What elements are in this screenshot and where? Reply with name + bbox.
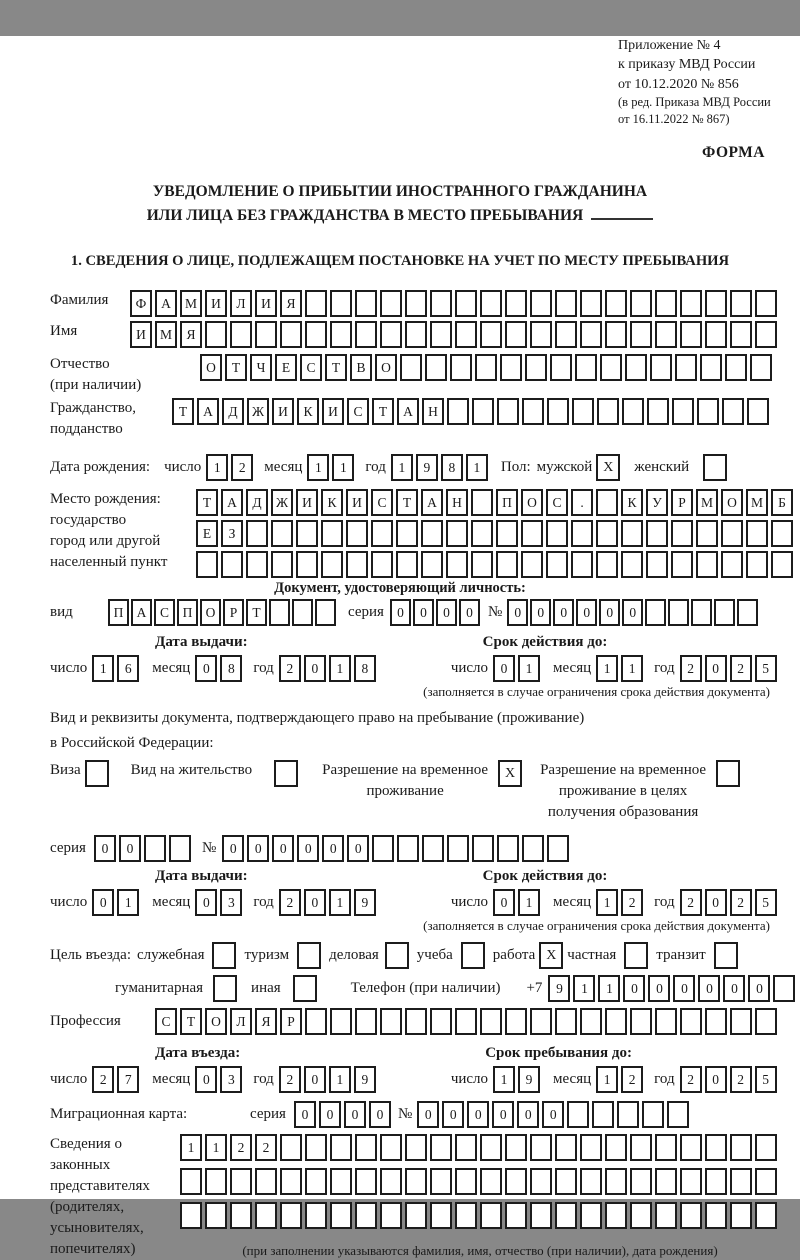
edition-date-line: от 16.11.2022 № 867) [618,111,730,126]
birth-place-cells-row1[interactable]: Т А Д Ж И К И С Т А Н П О С . К У Р М О М Б [196,489,796,516]
month-label: месяц [152,1070,191,1087]
residence-doc-heading1: Вид и реквизиты документа, подтверждающего право на пребывание (проживание) [50,709,585,726]
notification-form-page [0,36,800,1258]
entry-date-headings [50,1043,796,1064]
purpose-work-checkbox[interactable]: X [539,942,563,969]
name-cells[interactable]: И М Я [130,321,780,348]
legal-representatives-block [50,1134,796,1260]
visa-option [50,760,109,787]
year-label: год [253,1070,274,1087]
title-line2: ИЛИ ЛИЦА БЕЗ ГРАЖДАНСТВА В МЕСТО ПРЕБЫВАНИЯ [0,204,800,228]
month-label: месяц [264,458,303,475]
order-line: к приказу МВД России [618,57,756,73]
residence-issue-day-cells[interactable]: 0 1 [92,889,142,916]
day-label: число [164,458,202,475]
year-label: год [253,659,274,676]
edition-line: (в ред. Приказа МВД России [618,94,771,109]
doc-issue-day-cells[interactable]: 1 6 [92,655,142,682]
entry-date-heading: Дата въезда: [155,1044,241,1061]
migration-card-row [50,1101,796,1128]
doc-type-label: вид [50,603,73,620]
patronymic-row [50,354,796,396]
residence-doc-series-row [50,835,796,862]
purpose-official-checkbox[interactable] [212,942,236,969]
valid-until-heading: Срок действия до: [482,633,608,650]
entry-month-cells[interactable]: 0 3 [195,1066,245,1093]
year-label: год [654,1070,675,1087]
sex-label: Пол: [500,458,531,475]
temp-residence-edu-label: Разрешение на временное проживание в целях получения образования [540,761,707,820]
residence-valid-year-cells[interactable]: 2 0 2 5 [680,889,780,916]
legal-cells-row2[interactable] [180,1168,780,1195]
residence-doc-note: (заполняется в случае ограничения срока действия документа) [423,917,770,933]
surname-label: Фамилия [50,291,109,308]
migration-number-cells[interactable]: 0 0 0 0 0 0 [417,1101,692,1128]
phone-prefix: +7 [526,979,543,996]
doc-issue-month-cells[interactable]: 0 8 [195,655,245,682]
legal-representatives-label: Сведения о законных представителях (родителях, усыновителях, попечителях) [50,1135,150,1257]
month-label: месяц [553,659,592,676]
birth-year-cells[interactable]: 1 9 8 1 [391,454,491,481]
name-row [50,321,796,348]
phone-label: Телефон (при наличии) [350,979,501,996]
month-label: месяц [152,893,191,910]
citizenship-label: Гражданство, подданство [50,399,137,437]
visit-purpose-row2 [50,975,796,1002]
legal-cells-row3[interactable] [180,1202,780,1229]
page-title [0,180,800,228]
residence-doc-dates-headings [50,866,796,887]
legal-cells-block [180,1134,780,1259]
visa-checkbox[interactable] [85,760,109,787]
doc-issue-year-cells[interactable]: 2 0 1 8 [279,655,379,682]
temp-residence-edu-option [540,760,740,823]
migration-number-label: № [397,1105,413,1122]
purpose-humanitarian-checkbox[interactable] [213,975,237,1002]
issue-date-heading: Дата выдачи: [155,633,248,650]
residence-permit-checkbox[interactable] [274,760,298,787]
purpose-other-checkbox[interactable] [293,975,317,1002]
residence-number-cells[interactable]: 0 0 0 0 0 0 [222,835,572,862]
birth-date-row [50,454,796,481]
purpose-tourism-checkbox[interactable] [297,942,321,969]
order-date-line: от 10.12.2020 № 856 [618,76,739,92]
title-blank-underline [591,218,653,220]
purpose-transit-label: транзит [656,946,706,963]
stay-year-cells[interactable]: 2 0 2 5 [680,1066,780,1093]
temp-residence-option [322,760,522,802]
issue-date-heading: Дата выдачи: [155,867,248,884]
temp-residence-checkbox[interactable]: X [498,760,522,787]
residence-permit-label: Вид на жительство [130,761,253,778]
month-label: месяц [553,893,592,910]
identity-doc-dates-row [50,655,796,682]
residence-series-label: серия [50,839,86,856]
birth-place-cells-row3[interactable] [196,551,796,578]
day-label: число [50,1070,88,1087]
stay-until-heading: Срок пребывания до: [485,1044,632,1061]
citizenship-cells[interactable]: Т А Д Ж И К И С Т А Н [172,398,772,425]
purpose-private-checkbox[interactable] [624,942,648,969]
doc-valid-year-cells[interactable]: 2 0 2 5 [680,655,780,682]
visa-label: Виза [50,761,81,778]
surname-row [50,290,796,317]
month-label: месяц [553,1070,592,1087]
sex-female-label: женский [634,458,690,475]
stay-month-cells[interactable]: 1 2 [596,1066,646,1093]
sex-female-checkbox[interactable] [703,454,727,481]
residence-doc-dates-row [50,889,796,916]
birth-month-cells[interactable]: 1 1 [307,454,357,481]
patronymic-label: Отчество (при наличии) [50,355,142,393]
migration-card-label: Миграционная карта: [50,1105,188,1122]
purpose-study-checkbox[interactable] [461,942,485,969]
year-label: год [365,458,386,475]
month-label: месяц [152,659,191,676]
citizenship-row [50,398,796,440]
temp-residence-edu-checkbox[interactable] [716,760,740,787]
entry-day-cells[interactable]: 2 7 [92,1066,142,1093]
doc-series-label: серия [348,603,384,620]
visit-purpose-label: Цель въезда: [50,946,131,963]
sex-male-checkbox[interactable]: X [596,454,620,481]
birth-place-row [50,489,796,578]
purpose-private-label: частная [567,946,617,963]
stay-day-cells[interactable]: 1 9 [493,1066,543,1093]
identity-doc-dates-headings [50,632,796,653]
surname-cells[interactable]: Ф А М И Л И Я [130,290,780,317]
sex-male-label: мужской [536,458,593,475]
residence-series-cells[interactable]: 0 0 [94,835,194,862]
visit-purpose-row1 [50,942,796,969]
birth-day-cells[interactable]: 1 2 [206,454,256,481]
purpose-humanitarian-label: гуманитарная [115,979,204,996]
residence-permit-option [131,760,298,787]
profession-row [50,1008,796,1035]
residence-valid-day-cells[interactable]: 0 1 [493,889,543,916]
title-line1: УВЕДОМЛЕНИЕ О ПРИБЫТИИ ИНОСТРАННОГО ГРАЖДАНИНА [152,182,648,200]
profession-cells[interactable]: С Т О Л Я Р [155,1008,780,1035]
appendix-line: Приложение № 4 [618,38,721,53]
day-label: число [50,659,88,676]
order-requisites [618,36,800,128]
birth-place-label: Место рождения: государство город или другой населенный пункт [50,490,168,570]
doc-number-cells[interactable]: 0 0 0 0 0 0 [507,599,760,626]
purpose-work-label: работа [492,946,536,963]
purpose-tourism-label: туризм [244,946,290,963]
identity-doc-note: (заполняется в случае ограничения срока действия документа) [423,683,770,699]
entry-year-cells[interactable]: 2 0 1 9 [279,1066,379,1093]
identity-doc-row [50,599,796,626]
form-label: ФОРМА [701,143,765,161]
identity-doc-heading: Документ, удостоверяющий личность: [274,579,526,596]
name-label: Имя [50,322,78,339]
profession-label: Профессия [50,1012,121,1029]
residence-number-label: № [201,839,217,856]
doc-number-label: № [487,603,503,620]
residence-doc-heading2: в Российской Федерации: [50,734,214,751]
doc-valid-day-cells[interactable]: 0 1 [493,655,543,682]
day-label: число [450,659,489,676]
purpose-transit-checkbox[interactable] [714,942,738,969]
birth-place-cells-block [196,489,796,578]
entry-date-row [50,1066,796,1093]
legal-note: (при заполнении указываются фамилия, имя, отчество (при наличии), дата рождения) [242,1242,718,1258]
year-label: год [654,893,675,910]
day-label: число [50,893,88,910]
migration-series-cells[interactable]: 0 0 0 0 [294,1101,394,1128]
purpose-business-checkbox[interactable] [385,942,409,969]
birth-place-cells-row2[interactable]: Е З [196,520,796,547]
year-label: год [654,659,675,676]
birth-date-label: Дата рождения: [50,458,151,475]
year-label: год [253,893,274,910]
temp-residence-label: Разрешение на временное проживание [322,761,489,799]
day-label: число [450,1070,489,1087]
section1-heading: 1. СВЕДЕНИЯ О ЛИЦЕ, ПОДЛЕЖАЩЕМ ПОСТАНОВКЕ НА УЧЕТ ПО МЕСТУ ПРЕБЫВАНИЯ [70,252,730,269]
purpose-official-label: служебная [136,946,205,963]
residence-issue-month-cells[interactable]: 0 3 [195,889,245,916]
doc-series-cells[interactable]: 0 0 0 0 [390,599,482,626]
residence-doc-options-row [50,760,796,823]
migration-series-label: серия [250,1105,286,1122]
doc-valid-month-cells[interactable]: 1 1 [596,655,646,682]
doc-type-cells[interactable]: П А С П О Р Т [108,599,338,626]
day-label: число [450,893,489,910]
residence-valid-month-cells[interactable]: 1 2 [596,889,646,916]
legal-cells-row1[interactable]: 1 1 2 2 [180,1134,780,1161]
purpose-other-label: иная [251,979,281,996]
residence-issue-year-cells[interactable]: 2 0 1 9 [279,889,379,916]
patronymic-cells[interactable]: О Т Ч Е С Т В О [200,354,775,381]
purpose-study-label: учеба [416,946,453,963]
phone-cells[interactable]: 9 1 1 0 0 0 0 0 0 [548,975,798,1002]
purpose-business-label: деловая [329,946,379,963]
valid-until-heading: Срок действия до: [482,867,608,884]
